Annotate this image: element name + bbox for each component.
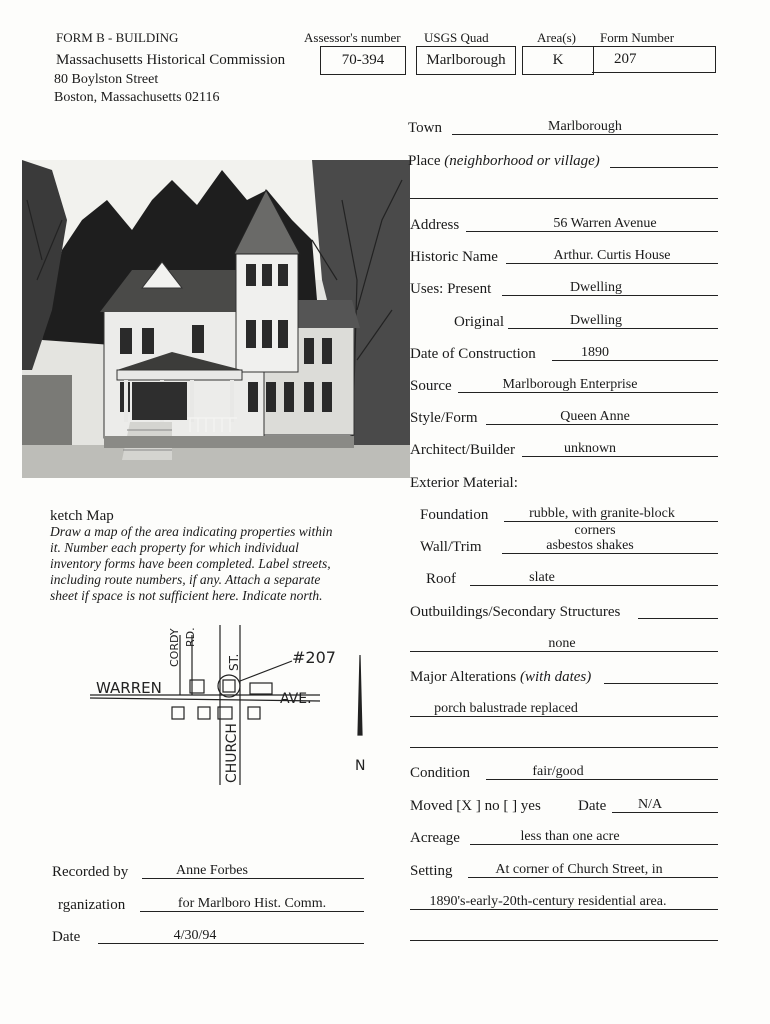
outbuildings-value[interactable]: none bbox=[548, 636, 576, 651]
house-marker bbox=[198, 707, 210, 719]
property-pointer-line bbox=[240, 661, 292, 681]
uses-present-label: Uses: Present bbox=[410, 281, 492, 297]
place-label-text: Place bbox=[408, 153, 441, 169]
recorded-by-label: Recorded by bbox=[52, 864, 129, 880]
architect-label: Architect/Builder bbox=[410, 442, 515, 458]
acreage-label: Acreage bbox=[410, 830, 460, 846]
date-line bbox=[98, 943, 364, 944]
architect-value[interactable]: unknown bbox=[563, 441, 617, 456]
usgs-quad-box[interactable]: Marlborough bbox=[416, 46, 516, 75]
sketch-instructions-3: inventory forms have been completed. Label streets, bbox=[50, 556, 331, 571]
date-construction-value[interactable]: 1890 bbox=[581, 345, 609, 360]
place-hint: (neighborhood or village) bbox=[444, 153, 600, 169]
sketch-map bbox=[80, 615, 380, 805]
place-label bbox=[408, 153, 600, 170]
condition-label: Condition bbox=[410, 765, 471, 781]
house-marker bbox=[248, 707, 260, 719]
street-st-label: ST. bbox=[227, 653, 241, 671]
foundation-label: Foundation bbox=[420, 507, 489, 523]
source-label: Source bbox=[410, 378, 452, 394]
setting-value-2[interactable]: 1890's-early-20th-century residential area. bbox=[429, 894, 667, 909]
acreage-value[interactable]: less than one acre bbox=[520, 829, 620, 844]
sketch-instructions-4: including route numbers, if any. Attach a separate bbox=[50, 572, 321, 587]
usgs-label: USGS Quad bbox=[424, 30, 489, 45]
place-line-2[interactable] bbox=[410, 198, 718, 199]
sketch-instructions-5: sheet if space is not sufficient here. Indicate north. bbox=[50, 588, 323, 603]
sketch-instructions-2 bbox=[50, 540, 299, 556]
property-number-label: #207 bbox=[292, 648, 336, 667]
wall-trim-label: Wall/Trim bbox=[420, 539, 482, 555]
recorded-by-value[interactable]: Anne Forbes bbox=[176, 863, 248, 878]
alterations-line-3[interactable] bbox=[410, 747, 718, 748]
alterations-value[interactable]: porch balustrade replaced bbox=[434, 701, 578, 716]
agency-address-line1: 80 Boylston Street bbox=[54, 72, 159, 87]
alterations-label bbox=[410, 669, 591, 686]
foundation-value-2[interactable]: corners bbox=[574, 523, 616, 538]
form-number-label: Form Number bbox=[600, 30, 675, 45]
date-construction-label: Date of Construction bbox=[410, 346, 536, 362]
north-label: N bbox=[355, 758, 366, 774]
sketch-instructions-2-text: it. Number each property for which individual bbox=[50, 540, 299, 555]
street-ave-label: AVE. bbox=[280, 691, 312, 707]
house-photo-image bbox=[22, 160, 410, 478]
organization-label: rganization bbox=[58, 897, 126, 913]
roof-label: Roof bbox=[426, 571, 456, 587]
historic-name-label: Historic Name bbox=[410, 249, 498, 265]
property-207-marker bbox=[223, 680, 235, 692]
town-label: Town bbox=[408, 120, 442, 136]
uses-present-value[interactable]: Dwelling bbox=[569, 280, 623, 295]
condition-value[interactable]: fair/good bbox=[532, 764, 584, 779]
style-form-label: Style/Form bbox=[410, 410, 478, 426]
date-value[interactable]: 4/30/94 bbox=[173, 928, 217, 943]
moved-label[interactable]: Moved [X ] no [ ] yes bbox=[410, 798, 541, 814]
address-label: Address bbox=[410, 217, 460, 233]
moved-date-value[interactable]: N/A bbox=[637, 797, 663, 812]
sketch-map-title: ketch Map bbox=[50, 508, 114, 524]
date-label: Date bbox=[52, 929, 81, 945]
area-label: Area(s) bbox=[537, 30, 576, 45]
street-cordy-label: CORDY bbox=[168, 628, 181, 667]
street-church-label: CHURCH bbox=[224, 723, 240, 783]
form-label: FORM B - BUILDING bbox=[56, 30, 179, 45]
alterations-label-text: Major Alterations bbox=[410, 669, 517, 685]
foundation-value[interactable]: rubble, with granite-block bbox=[529, 506, 675, 521]
assessor-number-box[interactable]: 70-394 bbox=[320, 46, 406, 75]
roof-value[interactable]: slate bbox=[529, 570, 555, 585]
outbuildings-line bbox=[638, 618, 718, 619]
alterations-hint: (with dates) bbox=[519, 669, 592, 685]
setting-value-1[interactable]: At corner of Church Street, in bbox=[495, 862, 663, 877]
exterior-material-label: Exterior Material: bbox=[410, 475, 518, 491]
street-warren-label: WARREN bbox=[96, 679, 162, 697]
north-arrow bbox=[358, 655, 362, 735]
setting-label: Setting bbox=[410, 863, 453, 879]
source-value[interactable]: Marlborough Enterprise bbox=[502, 377, 638, 392]
place-line[interactable] bbox=[610, 167, 718, 168]
sketch-instructions-1: Draw a map of the area indicating properties within bbox=[50, 524, 333, 539]
setting-line-3[interactable] bbox=[410, 940, 718, 941]
assessor-label: Assessor's number bbox=[304, 30, 401, 45]
form-number-box[interactable]: 207 bbox=[592, 46, 716, 73]
address-value[interactable]: 56 Warren Avenue bbox=[553, 216, 657, 231]
moved-date-label: Date bbox=[578, 798, 607, 814]
town-value[interactable]: Marlborough bbox=[548, 119, 622, 134]
style-form-value[interactable]: Queen Anne bbox=[560, 409, 630, 424]
street-rd-label: RD. bbox=[184, 627, 197, 647]
organization-value[interactable]: for Marlboro Hist. Comm. bbox=[177, 896, 327, 911]
outbuildings-label: Outbuildings/Secondary Structures bbox=[410, 604, 621, 620]
wall-trim-value[interactable]: asbestos shakes bbox=[546, 538, 634, 553]
house-marker bbox=[250, 683, 272, 694]
house-photo bbox=[22, 160, 410, 478]
agency-name: Massachusetts Historical Commission bbox=[56, 52, 286, 68]
area-box[interactable]: K bbox=[522, 46, 594, 75]
agency-address-line2: Boston, Massachusetts 02116 bbox=[54, 90, 220, 105]
house-marker bbox=[172, 707, 184, 719]
alterations-line bbox=[604, 683, 718, 684]
uses-original-value[interactable]: Dwelling bbox=[569, 313, 623, 328]
property-circle bbox=[218, 675, 240, 697]
historic-name-value[interactable]: Arthur. Curtis House bbox=[553, 248, 671, 263]
uses-original-label: Original bbox=[454, 314, 504, 330]
